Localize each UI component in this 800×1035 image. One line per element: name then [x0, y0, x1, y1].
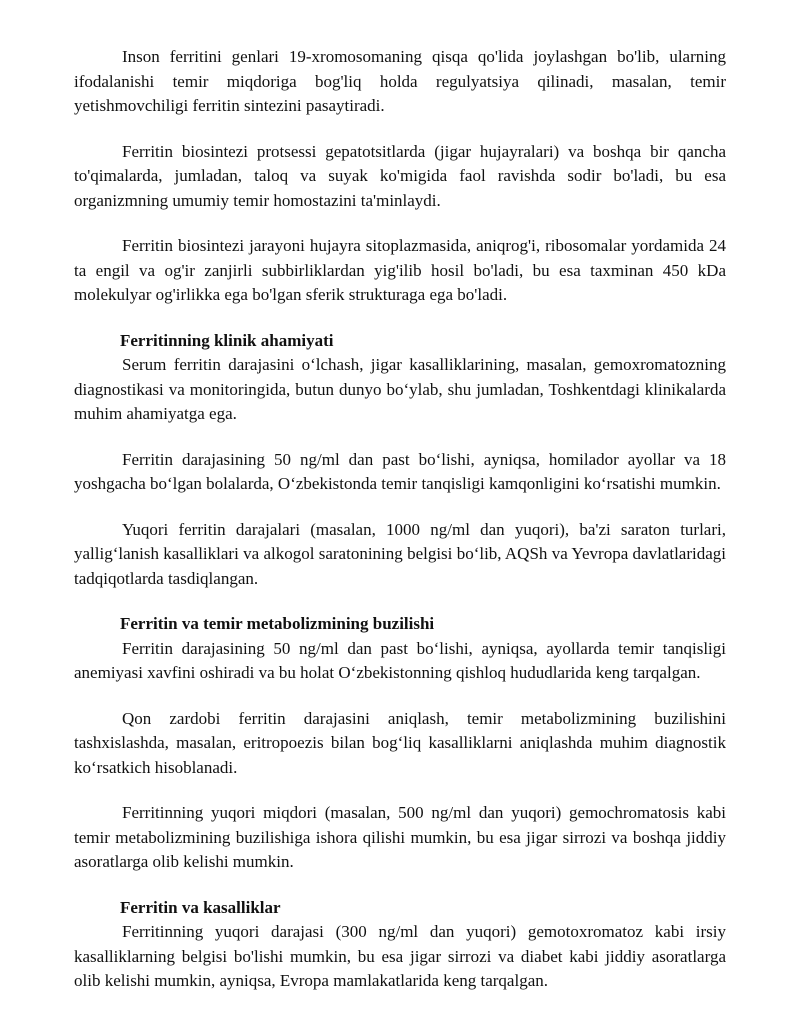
- section-heading: Ferritin va temir metabolizmining buzilishi: [120, 614, 435, 633]
- paragraph: Serum ferritin darajasini o‘lchash, jigar kasalliklarining, masalan, gemoxromatozning diagnostikasi va monitoringida, butun dunyo bo‘ylab, shu jumladan, Toshkentdagi klinikalarda muhim ahamiyatga ega.: [74, 355, 726, 423]
- paragraph: Ferritin darajasining 50 ng/ml dan past bo‘lishi, ayniqsa, ayollarda temir tanqisligi anemiyasi xavfini oshiradi va bu holat O‘zbekistonning qishloq hududlarida keng tarqalgan.: [74, 638, 726, 682]
- section-heading: Ferritinning klinik ahamiyati: [120, 330, 334, 350]
- paragraph: Ferritin biosintezi protsessi gepatotsitlarda (jigar hujayralari) va boshqa bir qancha to'qimalarda, jumladan, taloq va suyak ko'migida faol ravishda sodir bo'ladi, bu esa organizmning umumiy temir homostazini ta'minlaydi.: [74, 141, 726, 210]
- paragraph: Ferritin darajasining 50 ng/ml dan past bo‘lishi, ayniqsa, homilador ayollar va 18 yoshgacha bo‘lgan bolalarda, O‘zbekistonda temir tanqisligi kamqonligini ko‘rsatishi mumkin.: [74, 449, 726, 493]
- paragraph: Qon zardobi ferritin darajasini aniqlash, temir metabolizmining buzilishini tashxislashda, masalan, eritropoezis bilan bog‘liq kasalliklarni aniqlashda muhim diagnostik ko‘rsatkich hisoblanadi.: [74, 708, 726, 777]
- section-heading: Ferritin va kasalliklar: [120, 897, 281, 917]
- paragraph: Ferritinning yuqori miqdori (masalan, 500 ng/ml dan yuqori) gemochromatosis kabi temir metabolizmining buzilishiga ishora qilishi mumkin, bu esa jigar sirrozi va boshqa jiddiy asoratlarga olib kelishi mumkin.: [74, 803, 726, 871]
- document-page: [74, 45, 726, 1015]
- paragraph: Ferritinning yuqori darajasi (300 ng/ml dan yuqori) gemotoxromatoz kabi irsiy kasalliklarning belgisi bo'lishi mumkin, bu esa jigar sirrozi va diabet kabi jiddiy asoratlarga olib kelishi mumkin, ayniqsa, Evropa mamlakatlarida keng tarqalgan.: [74, 922, 726, 990]
- paragraph: Ferritin biosintezi jarayoni hujayra sitoplazmasida, aniqrog'i, ribosomalar yordamida 24 ta engil va og'ir zanjirli subbirliklardan yig'ilib hosil bo'ladi, bu esa taxminan 450 kDa molekulyar og'irlikka ega bo'lgan sferik strukturaga ega bo'ladi.: [74, 236, 726, 304]
- paragraph: Inson ferritini genlari 19-xromosomaning qisqa qo'lida joylashgan bo'lib, ularning ifodalanishi temir miqdoriga bog'liq holda regulyatsiya qilinadi, masalan, temir yetishmovchiligi ferritin sintezini pasaytiradi.: [74, 47, 726, 115]
- paragraph: Yuqori ferritin darajalari (masalan, 1000 ng/ml dan yuqori), ba'zi saraton turlari, yallig‘lanish kasalliklari va alkogol saratonining belgisi bo‘lib, AQSh va Yevropa davlatlaridagi tadqiqotlarda tasdiqlangan.: [74, 519, 726, 588]
